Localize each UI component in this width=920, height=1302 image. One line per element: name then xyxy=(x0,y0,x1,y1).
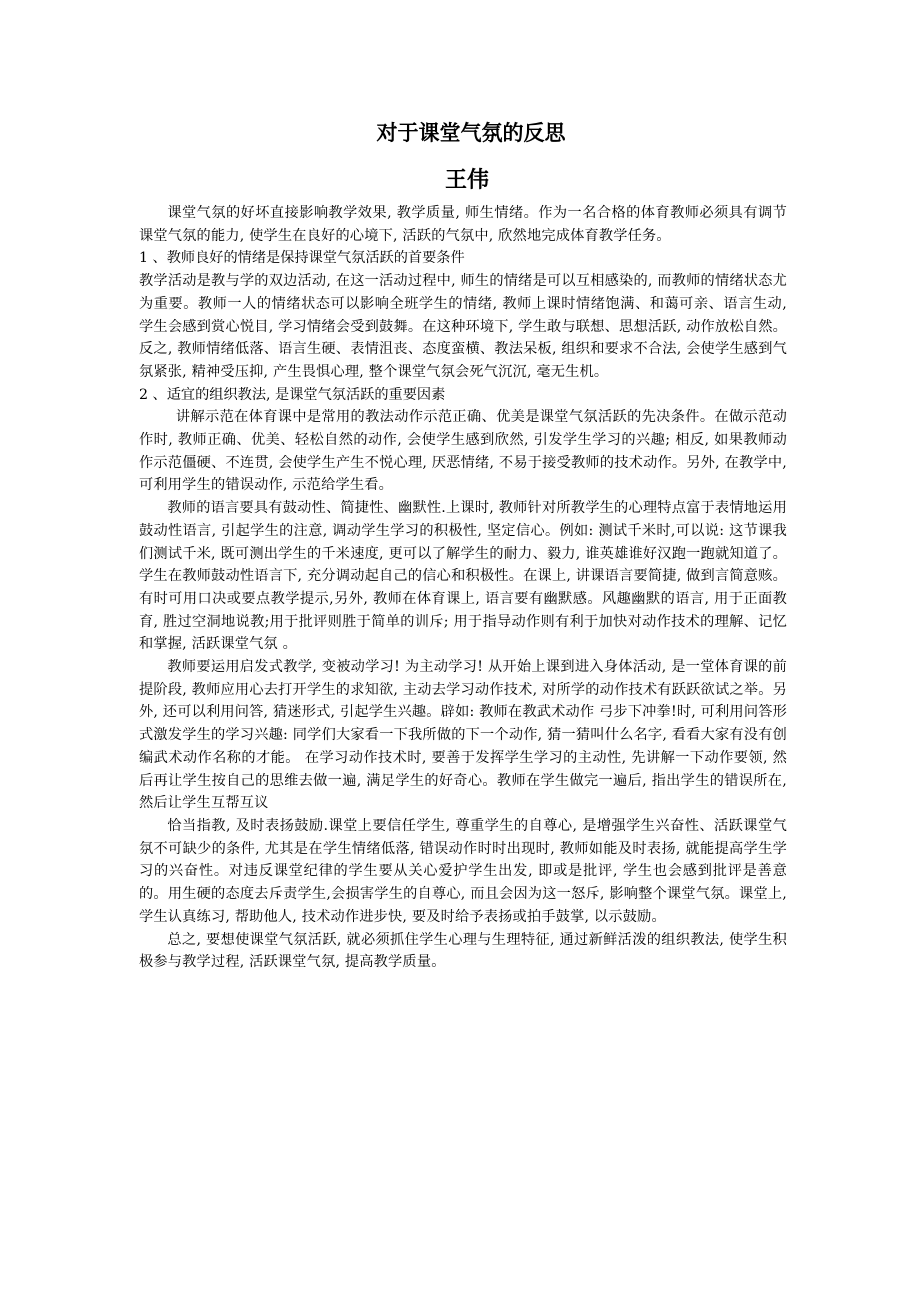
paragraph-section-1: 教学活动是教与学的双边活动, 在这一活动过程中, 师生的情绪是可以互相感染的, 而教师的情绪状态尤为重要。教师一人的情绪状态可以影响全班学生的情绪, 教师上课时情绪饱满、和蔼可亲、语言生动, 学生会感到赏心悦目, 学习情绪会受到鼓舞。在这种环境下, 学生敢与联想、思想活跃, 动作放松自然。反之, 教师情绪低落、语言生硬、表情沮丧、态度蛮横、教法呆板, 组织和要求不合法, 会使学生感到气氛紧张, 精神受压抑, 产生畏惧心理, 整个课堂气氛会死气沉沉, 毫无生机。 xyxy=(139,273,787,380)
section-heading-2: 2 、适宜的组织教法, 是课堂气氛活跃的重要因素 xyxy=(139,386,446,403)
paragraph-demonstration: 讲解示范在体育课中是常用的教法动作示范正确、优美是课堂气氛活跃的先决条件。在做示范动作时, 教师正确、优美、轻松自然的动作, 会使学生感到欣然, 引发学生学习的兴趣; 相反, 如果教师动作示范僵硬、不连贯, 会使学生产生不悦心理, 厌恶情绪, 不易于接受教师的技术动作。另外, 在教学中, 可利用学生的错误动作, 示范给学生看。 xyxy=(139,409,787,494)
document-page xyxy=(139,118,787,974)
section-heading-1: 1 、教师良好的情绪是保持课堂气氛活跃的首要条件 xyxy=(139,250,465,267)
document-title: 对于课堂气氛的反思 xyxy=(376,121,566,145)
paragraph-intro: 课堂气氛的好坏直接影响教学效果, 教学质量, 师生情绪。作为一名合格的体育教师必须具有调节课堂气氛的能力, 使学生在良好的心境下, 活跃的气氛中, 欣然地完成体育教学任务。 xyxy=(139,205,787,244)
paragraph-conclusion: 总之, 要想使课堂气氛活跃, 就必须抓住学生心理与生理特征, 通过新鲜活泼的组织教法, 使学生积极参与教学过程, 活跃课堂气氛, 提高教学质量。 xyxy=(139,931,787,971)
paragraph-language: 教师的语言要具有鼓动性、简捷性、幽默性.上课时, 教师针对所教学生的心理特点富于表情地运用鼓动性语言, 引起学生的注意, 调动学生学习的积极性, 坚定信心。例如: 测试千米时,可以说: 这节课我们测试千米, 既可测出学生的千米速度, 更可以了解学生的耐力、毅力, 谁英雄谁好汉跑一跑就知道了。学生在教师鼓动性语言下, 充分调动起自己的信心和积极性。在课上, 讲课语言要简捷, 做到言简意赅。有时可用口决或要点教学提示,另外, 教师在体育课上, 语言要有幽默感。风趣幽默的语言, 用于正面教育, 胜过空洞地说教;用于批评则胜于简单的训斥; 用于指导动作则有利于加快对动作技术的理解、记忆和掌握, 活跃课堂气氛 。 xyxy=(139,500,787,653)
paragraph-heuristic-teaching: 教师要运用启发式教学, 变被动学习! 为主动学习! 从开始上课到进入身体活动, 是一堂体育课的前提阶段, 教师应用心去打开学生的求知欲, 主动去学习动作技术, 对所学的动作技术有跃跃欲试之举。另外, 还可以利用问答, 猜迷形式, 引起学生兴趣。辟如: 教师在教武术动作 弓步下冲拳!时, 可利用问答形式激发学生的学习兴趣: 同学们大家看一下我所做的下一个动作, 猜一猜叫什么名字, 看看大家有没有创编武术动作名称的才能。 在学习动作技术时, 要善于发挥学生学习的主动性, 先讲解一下动作要领, 然后再让学生按自己的思维去做一遍, 满足学生的好奇心。教师在学生做完一遍后, 指出学生的错误所在, 然后让学生互帮互议 xyxy=(139,659,787,812)
document-author: 王伟 xyxy=(444,168,489,193)
paragraph-praise: 恰当指教, 及时表扬鼓励.课堂上要信任学生, 尊重学生的自尊心, 是增强学生兴奋性、活跃课堂气氛不可缺少的条件, 尤其是在学生情绪低落, 错误动作时时出现时, 教师如能及时表扬, 就能提高学生学习的兴奋性。对违反课堂纪律的学生要从关心爱护学生出发, 即或是批评, 学生也会感到批评是善意的。用生硬的态度去斥责学生,会损害学生的自尊心, 而且会因为这一怒斥, 影响整个课堂气氛。课堂上, 学生认真练习, 帮助他人, 技术动作进步快, 要及时给予表扬或拍手鼓掌, 以示鼓励。 xyxy=(139,817,787,925)
